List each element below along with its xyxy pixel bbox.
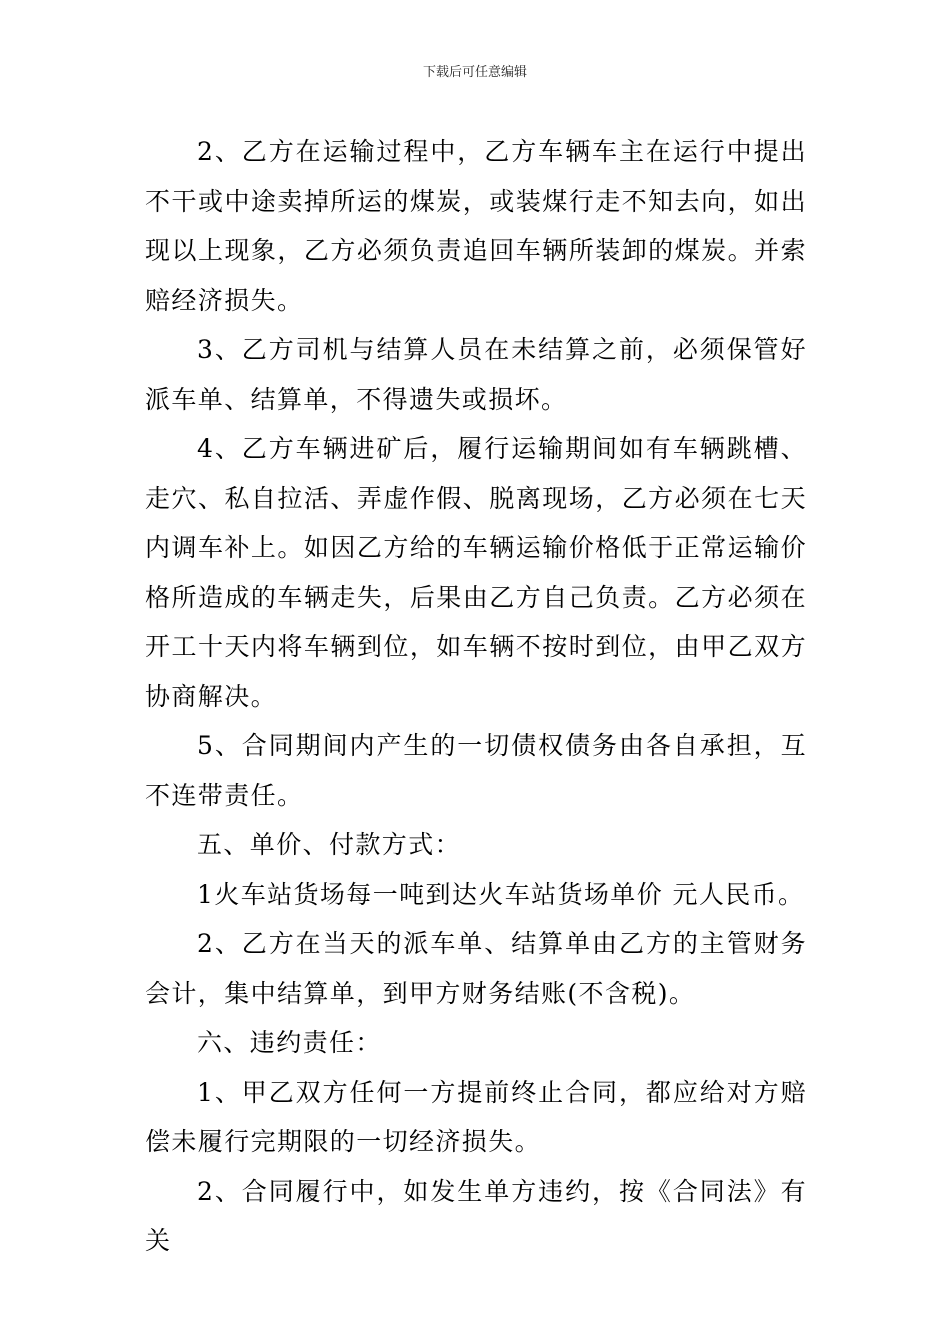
section-heading-price-payment: 五、单价、付款方式： [197, 830, 462, 859]
paragraph-clause-5-debts: 5、合同期间内产生的一切债权债务由各自承担，互不连带责任。 [145, 731, 807, 810]
document-body [145, 127, 807, 1266]
paragraph-clause-3-documents: 3、乙方司机与结算人员在未结算之前，必须保管好派车单、结算单，不得遗失或损坏。 [145, 335, 807, 414]
paragraph-breach-2: 2、合同履行中，如发生单方违约，按《合同法》有关 [145, 1176, 807, 1255]
section-heading-breach-liability: 六、违约责任： [197, 1028, 382, 1057]
paragraph-price-2: 2、乙方在当天的派车单、结算单由乙方的主管财务会计，集中结算单，到甲方财务结账(不含税)。 [145, 929, 807, 1008]
paragraph-clause-4-vehicles: 4、乙方车辆进矿后，履行运输期间如有车辆跳槽、走穴、私自拉活、弄虚作假、脱离现场，乙方必须在七天内调车补上。如因乙方给的车辆运输价格低于正常运输价格所造成的车辆走失，后果由乙方自己负责。乙方必须在开工十天内将车辆到位，如车辆不按时到位，由甲乙双方协商解决。 [145, 434, 807, 711]
paragraph-price-1: 1火车站货场每一吨到达火车站货场单价 元人民币。 [197, 879, 805, 909]
page-header: 下载后可任意编辑 [422, 65, 527, 80]
paragraph-clause-2-transport: 2、乙方在运输过程中，乙方车辆车主在运行中提出不干或中途卖掉所运的煤炭，或装煤行走不知去向，如出现以上现象，乙方必须负责追回车辆所装卸的煤炭。并索赔经济损失。 [145, 137, 807, 315]
paragraph-breach-1: 1、甲乙双方任何一方提前终止合同，都应给对方赔偿未履行完期限的一切经济损失。 [145, 1077, 807, 1156]
